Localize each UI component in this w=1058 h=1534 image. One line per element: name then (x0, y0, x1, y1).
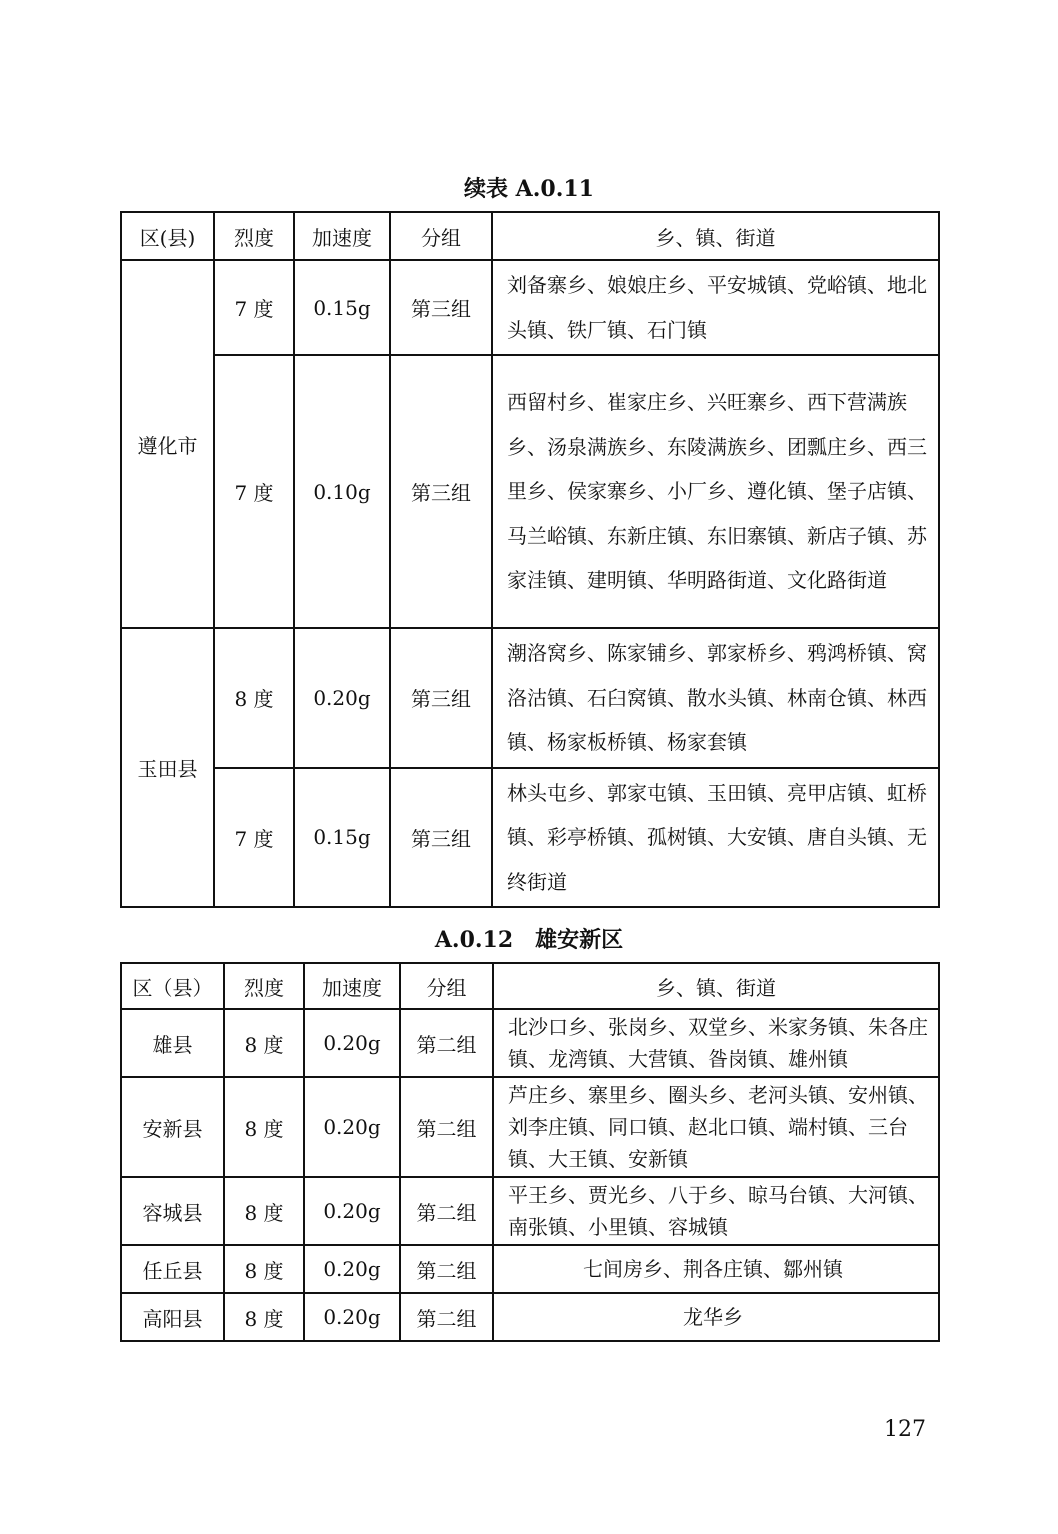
acceleration-cell: 0.20g (294, 628, 390, 768)
group-cell: 第三组 (390, 628, 492, 768)
acceleration-cell: 0.20g (304, 1177, 400, 1245)
table-row (121, 1245, 939, 1293)
district-cell: 任丘县 (121, 1245, 224, 1293)
seismic-table-a0-11 (120, 211, 940, 908)
towns-cell: 芦庄乡、寨里乡、圈头乡、老河头镇、安州镇、刘李庄镇、同口镇、赵北口镇、端村镇、三台镇、大王镇、安新镇 (493, 1077, 939, 1177)
table-row (121, 1009, 939, 1077)
table-row (121, 1177, 939, 1245)
seismic-table-a0-12 (120, 962, 940, 1342)
table-caption: 续表 A.0.11 (464, 176, 594, 202)
page-number: 127 (884, 1417, 926, 1442)
towns-cell: 刘备寨乡、娘娘庄乡、平安城镇、党峪镇、地北头镇、铁厂镇、石门镇 (492, 260, 939, 355)
intensity-cell: 7 度 (214, 355, 294, 628)
acceleration-cell: 0.20g (304, 1293, 400, 1341)
intensity-cell: 8 度 (224, 1293, 304, 1341)
header-district: 区(县) (121, 212, 214, 260)
intensity-cell: 8 度 (224, 1245, 304, 1293)
district-cell: 高阳县 (121, 1293, 224, 1341)
intensity-cell: 7 度 (214, 768, 294, 908)
group-cell: 第二组 (400, 1293, 493, 1341)
header-towns: 乡、镇、街道 (492, 212, 939, 260)
district-cell: 雄县 (121, 1009, 224, 1077)
group-cell: 第三组 (390, 355, 492, 628)
header-towns: 乡、镇、街道 (493, 963, 939, 1009)
intensity-cell: 7 度 (214, 260, 294, 355)
towns-cell: 七间房乡、荆各庄镇、鄒州镇 (493, 1245, 939, 1293)
group-cell: 第二组 (400, 1177, 493, 1245)
towns-cell: 林头屯乡、郭家屯镇、玉田镇、亮甲店镇、虹桥镇、彩亭桥镇、孤树镇、大安镇、唐自头镇、无终街道 (492, 768, 939, 908)
district-cell: 安新县 (121, 1077, 224, 1177)
section-heading: A.0.12 雄安新区 (434, 927, 624, 953)
header-group: 分组 (400, 963, 493, 1009)
table-header-row (121, 212, 939, 260)
table-row (121, 628, 939, 768)
district-cell: 玉田县 (121, 628, 214, 907)
group-cell: 第三组 (390, 260, 492, 355)
table-header-row (121, 963, 939, 1009)
acceleration-cell: 0.20g (304, 1245, 400, 1293)
group-cell: 第二组 (400, 1245, 493, 1293)
table-row (121, 260, 939, 355)
acceleration-cell: 0.15g (294, 260, 390, 355)
acceleration-cell: 0.20g (304, 1077, 400, 1177)
acceleration-cell: 0.15g (294, 768, 390, 908)
header-acceleration: 加速度 (304, 963, 400, 1009)
district-cell: 容城县 (121, 1177, 224, 1245)
intensity-cell: 8 度 (224, 1077, 304, 1177)
header-group: 分组 (390, 212, 492, 260)
intensity-cell: 8 度 (224, 1177, 304, 1245)
towns-cell: 潮洛窝乡、陈家铺乡、郭家桥乡、鸦鸿桥镇、窝洛沽镇、石臼窝镇、散水头镇、林南仓镇、林西镇、杨家板桥镇、杨家套镇 (492, 628, 939, 768)
towns-cell: 西留村乡、崔家庄乡、兴旺寨乡、西下营满族乡、汤泉满族乡、东陵满族乡、团瓢庄乡、西三里乡、侯家寨乡、小厂乡、遵化镇、堡子店镇、马兰峪镇、东新庄镇、东旧寨镇、新店子镇、苏家洼镇、建明镇、华明路街道、文化路街道 (492, 355, 939, 628)
table-row (121, 355, 939, 628)
towns-cell: 龙华乡 (493, 1293, 939, 1341)
acceleration-cell: 0.20g (304, 1009, 400, 1077)
group-cell: 第二组 (400, 1009, 493, 1077)
towns-cell: 北沙口乡、张岗乡、双堂乡、米家务镇、朱各庄镇、龙湾镇、大营镇、昝岗镇、雄州镇 (493, 1009, 939, 1077)
district-cell: 遵化市 (121, 260, 214, 628)
towns-cell: 平王乡、贾光乡、八于乡、晾马台镇、大河镇、南张镇、小里镇、容城镇 (493, 1177, 939, 1245)
table-row (121, 1077, 939, 1177)
intensity-cell: 8 度 (224, 1009, 304, 1077)
acceleration-cell: 0.10g (294, 355, 390, 628)
group-cell: 第二组 (400, 1077, 493, 1177)
header-acceleration: 加速度 (294, 212, 390, 260)
header-district: 区（县） (121, 963, 224, 1009)
table-row (121, 768, 939, 908)
group-cell: 第三组 (390, 768, 492, 908)
header-intensity: 烈度 (224, 963, 304, 1009)
table-row (121, 1293, 939, 1341)
intensity-cell: 8 度 (214, 628, 294, 768)
header-intensity: 烈度 (214, 212, 294, 260)
